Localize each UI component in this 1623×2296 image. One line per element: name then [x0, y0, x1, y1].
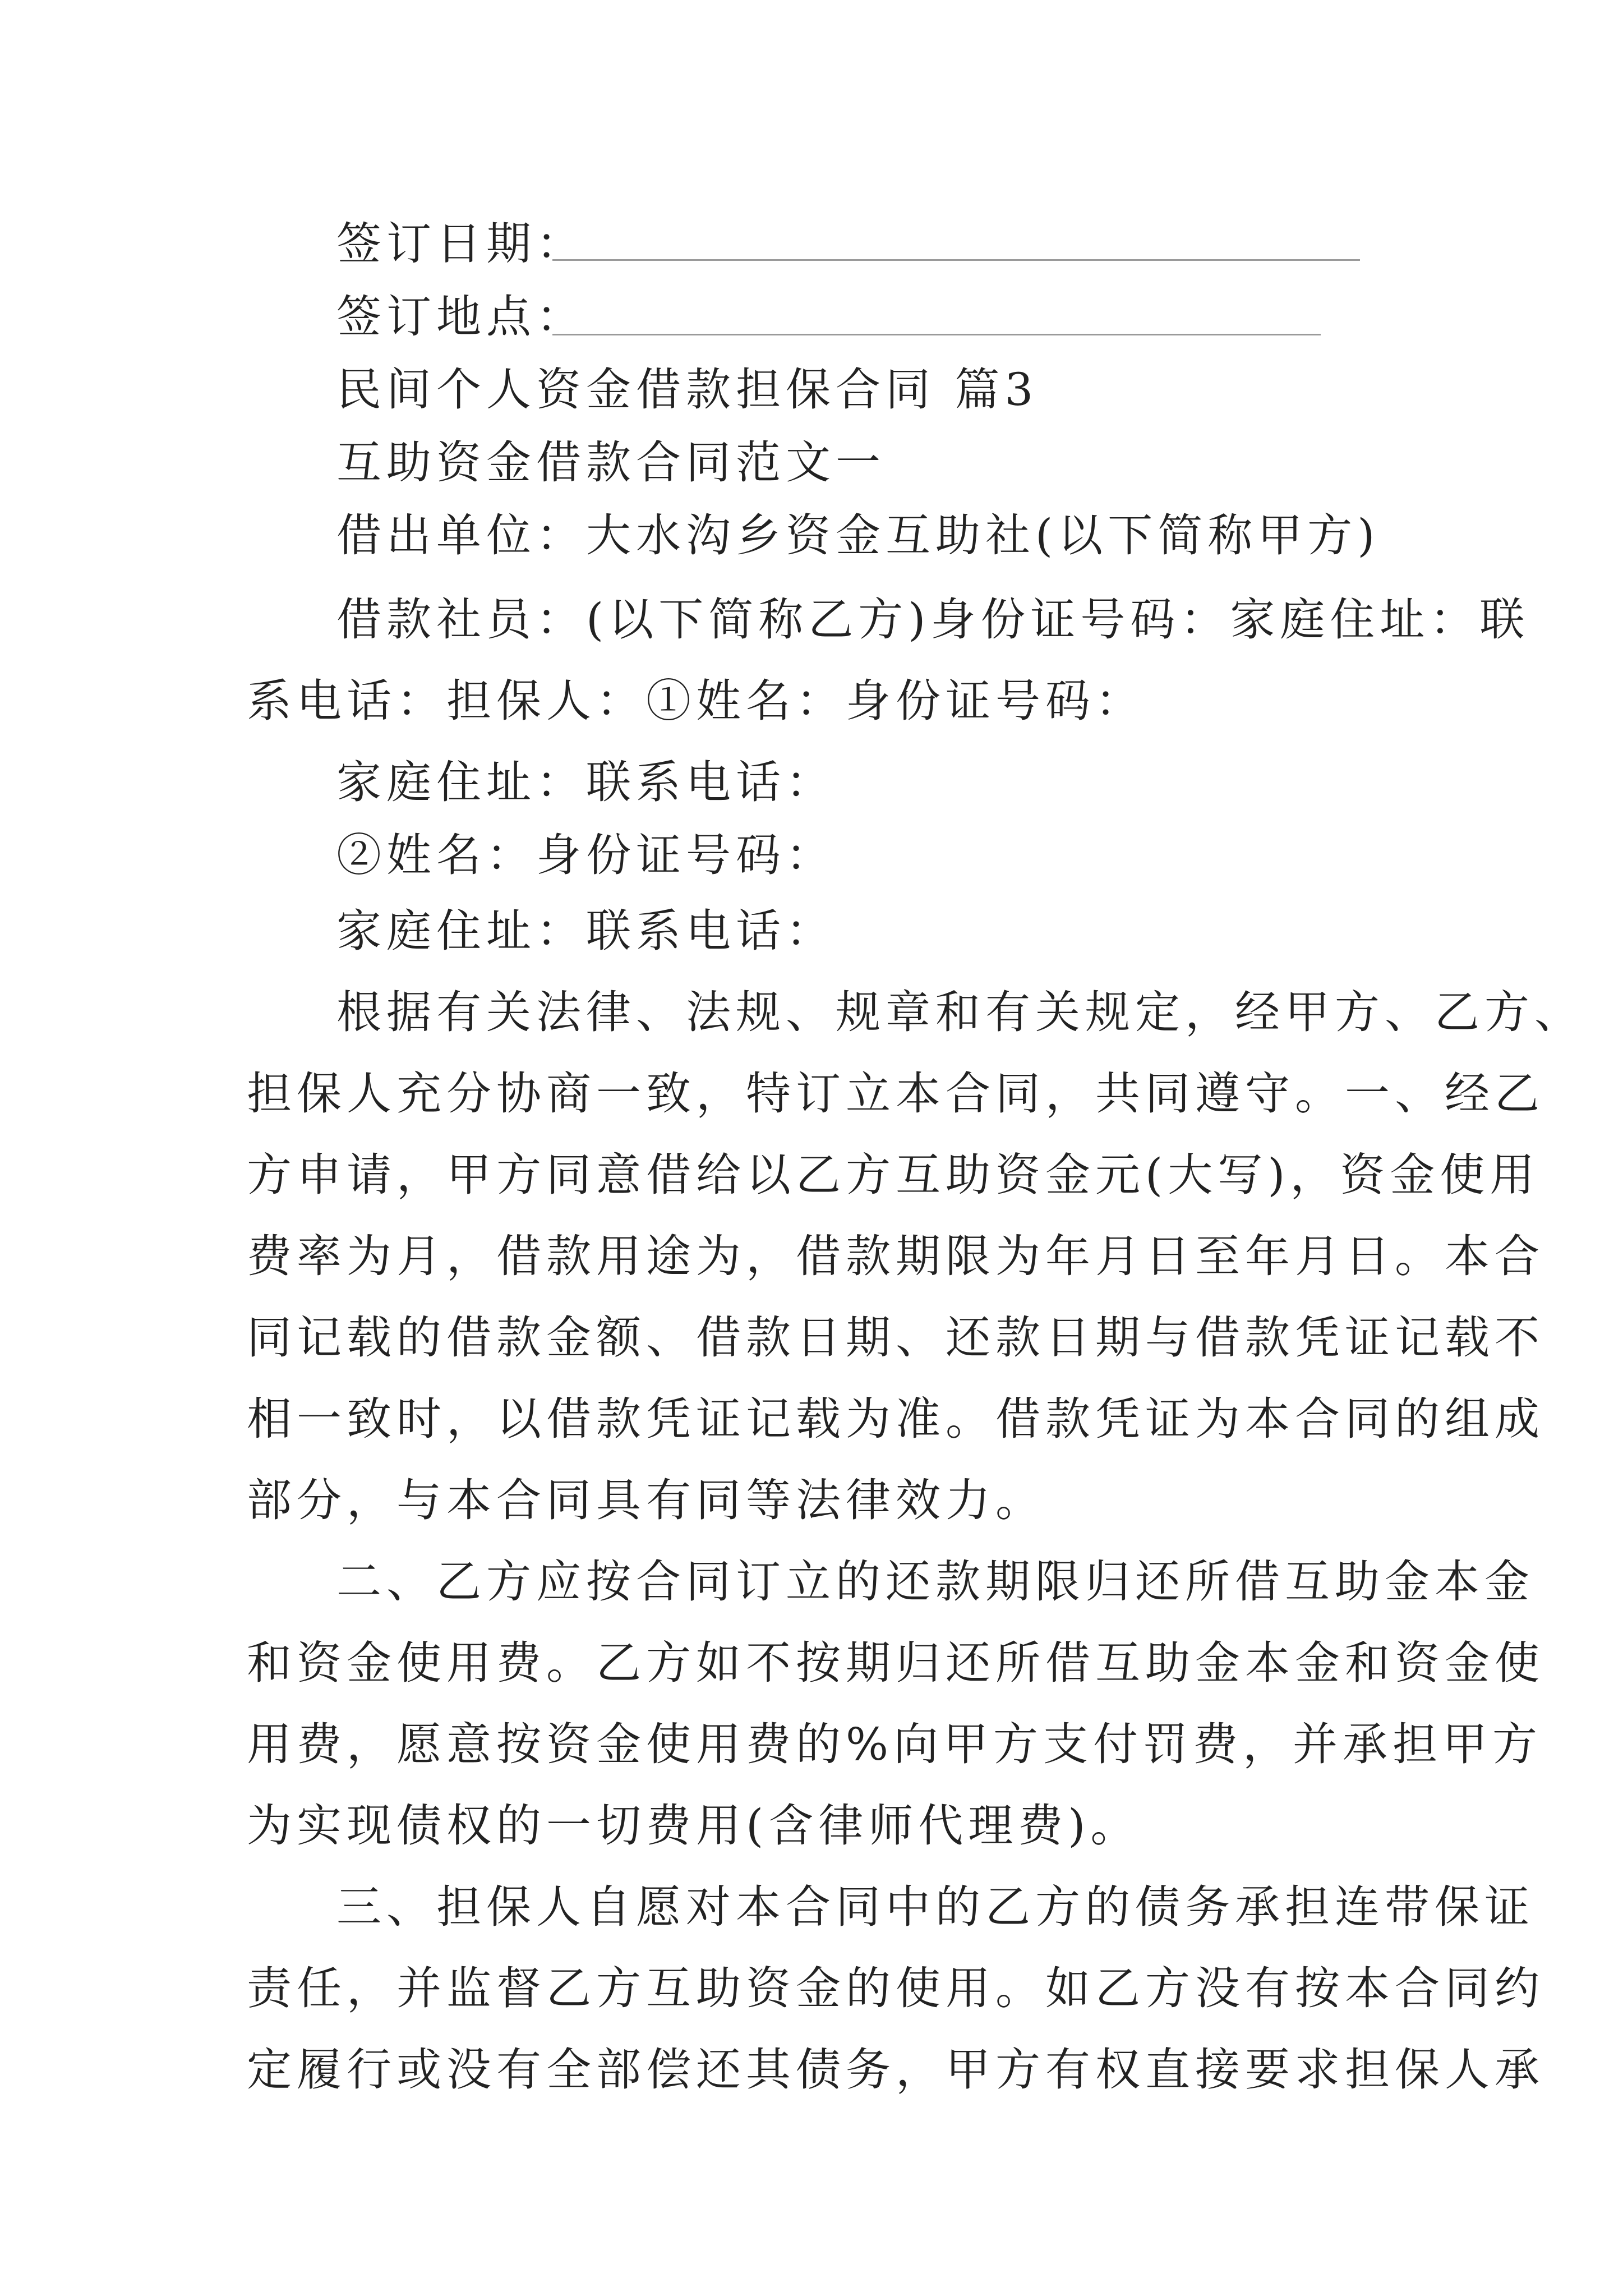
body-paragraph-3-line-2: 责任，并监督乙方互助资金的使用。如乙方没有按本合同约 — [247, 1962, 1544, 2014]
guarantor-2-line: ②姓名：身份证号码： — [336, 829, 836, 881]
section-title: 民间个人资金借款担保合同 篇3 — [336, 364, 1039, 416]
body-paragraph-1-line-5: 同记载的借款金额、借款日期、还款日期与借款凭证记载不 — [247, 1312, 1544, 1364]
contract-title: 互助资金借款合同范文一 — [336, 436, 886, 489]
body-paragraph-3-line-3: 定履行或没有全部偿还其债务，甲方有权直接要求担保人承 — [247, 2044, 1544, 2096]
body-paragraph-2-line-2: 和资金使用费。乙方如不按期归还所借互助金本金和资金使 — [247, 1637, 1544, 1689]
signing-place-blank — [552, 334, 1321, 335]
lender-line: 借出单位：大水沟乡资金互助社(以下简称甲方) — [336, 509, 1380, 562]
body-paragraph-1-line-6: 相一致时，以借款凭证记载为准。借款凭证为本合同的组成 — [247, 1393, 1544, 1445]
body-paragraph-2-line-1: 二、乙方应按合同订立的还款期限归还所借互助金本金 — [336, 1556, 1534, 1608]
body-paragraph-1-line-7: 部分，与本合同具有同等法律效力。 — [247, 1474, 1045, 1526]
body-paragraph-1-line-2: 担保人充分协商一致，特订立本合同，共同遵守。一、经乙 — [247, 1068, 1544, 1120]
body-paragraph-2-line-3: 用费，愿意按资金使用费的%向甲方支付罚费，并承担甲方 — [247, 1718, 1543, 1770]
guarantor-line: 系电话：担保人：①姓名：身份证号码： — [247, 675, 1145, 727]
body-paragraph-2-line-4: 为实现债权的一切费用(含律师代理费)。 — [247, 1800, 1141, 1852]
signing-date-label: 签订日期： — [336, 218, 586, 270]
body-paragraph-3-line-1: 三、担保人自愿对本合同中的乙方的债务承担连带保证 — [336, 1881, 1534, 1933]
body-paragraph-1-line-4: 费率为月，借款用途为，借款期限为年月日至年月日。本合 — [247, 1230, 1544, 1282]
guarantor-address-line-2: 家庭住址：联系电话： — [336, 905, 836, 957]
guarantor-address-line-1: 家庭住址：联系电话： — [336, 756, 836, 808]
signing-date-blank — [552, 259, 1360, 261]
body-paragraph-1-line-3: 方申请，甲方同意借给以乙方互助资金元(大写)，资金使用 — [247, 1149, 1540, 1201]
body-paragraph-1-line-1: 根据有关法律、法规、规章和有关规定，经甲方、乙方、 — [336, 986, 1584, 1038]
borrower-line: 借款社员：(以下简称乙方)身份证号码：家庭住址：联 — [336, 593, 1530, 646]
signing-place-label: 签订地点： — [336, 291, 586, 343]
